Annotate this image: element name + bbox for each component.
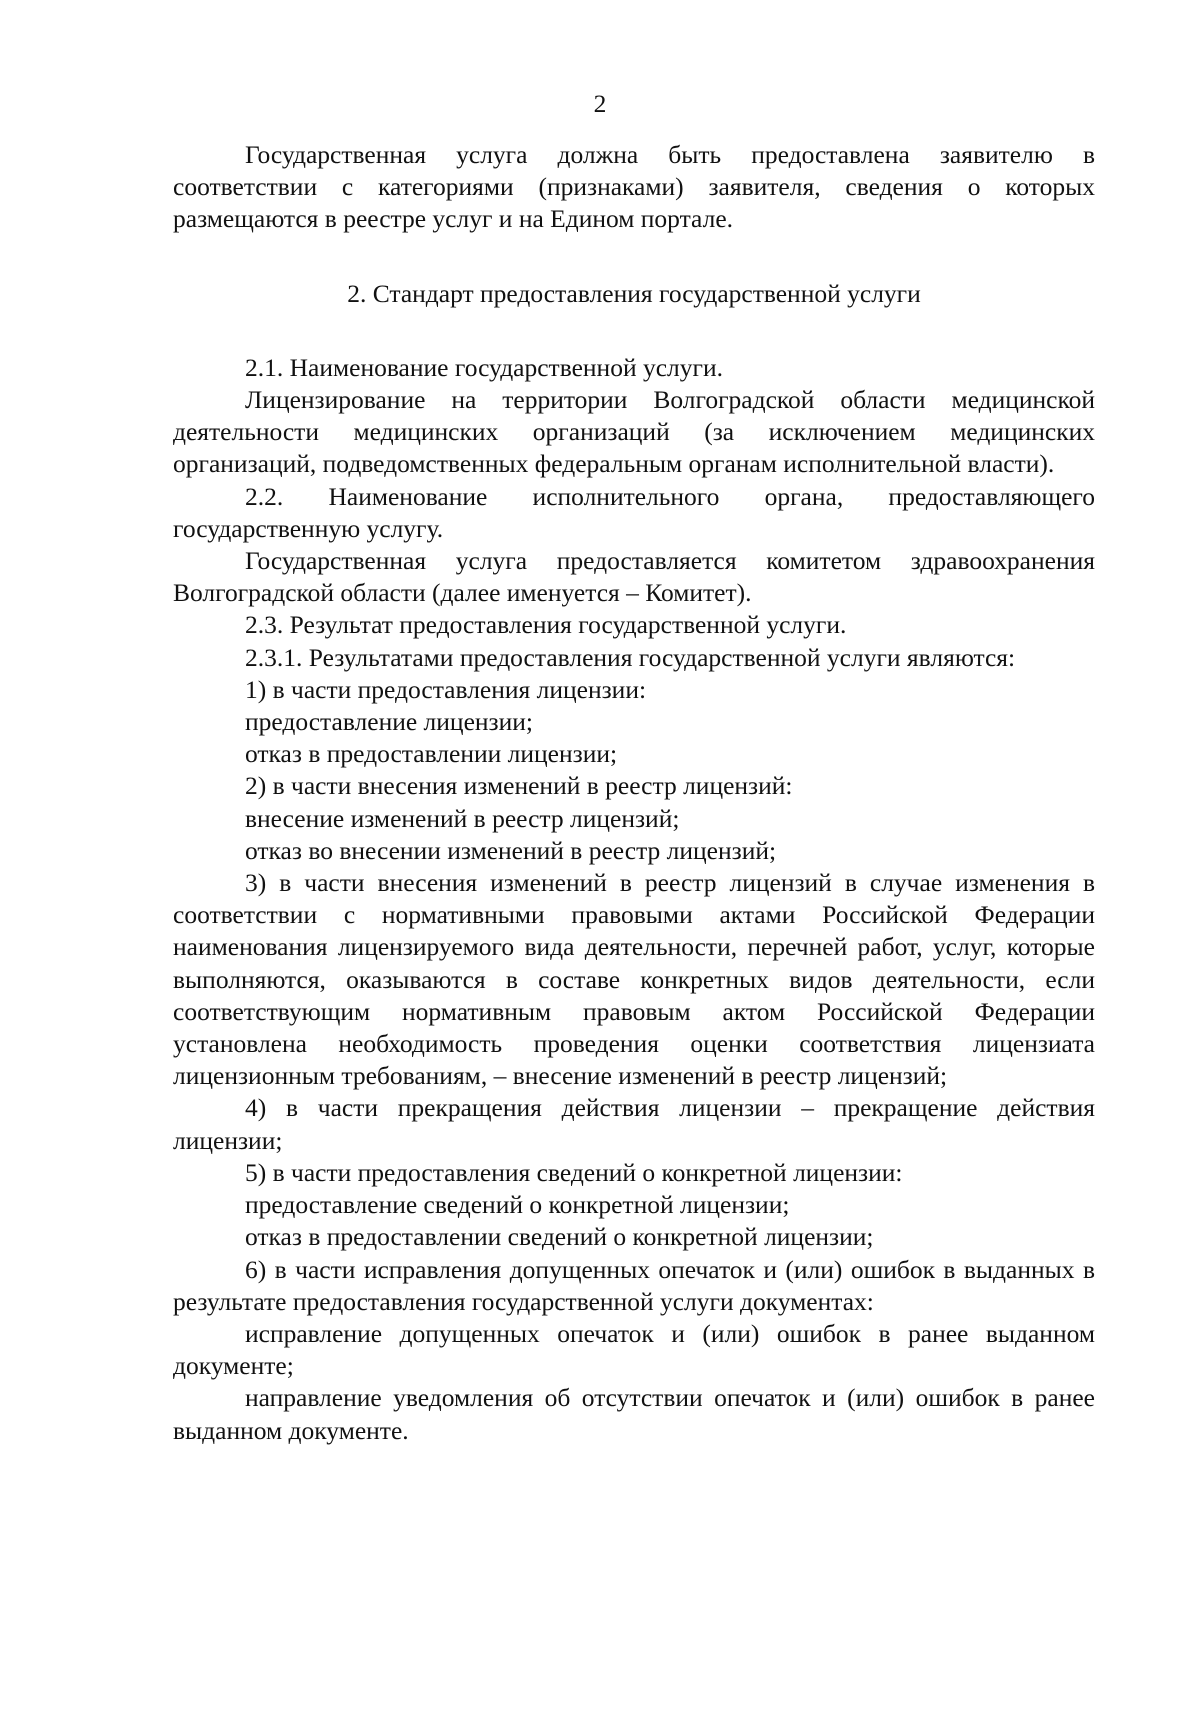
paragraph-2-3-1: 2.3.1. Результатами предоставления государственной услуги являются:	[245, 642, 1016, 672]
list-item-1: 1) в части предоставления лицензии:	[245, 674, 647, 704]
paragraph-2-3-title: 2.3. Результат предоставления государственной услуги.	[245, 610, 847, 640]
list-subitem: отказ в предоставлении сведений о конкретной лицензии;	[245, 1222, 874, 1252]
list-subitem: предоставление лицензии;	[245, 707, 533, 737]
list-subitem: направление уведомления об отсутствии опечаток и (или) ошибок в ранее выданном документе.	[173, 1383, 1095, 1445]
list-subitem: исправление допущенных опечаток и (или) ошибок в ранее выданном документе;	[173, 1318, 1095, 1381]
list-item-3: 3) в части внесения изменений в реестр лицензий в случае изменения в соответствии с нормативными правовыми актами Российской Федерации наименования лицензируемого вида деятельности, перечней работ, услуг, которые выполняются, оказываются в составе конкретных видов деятельности, если соответствующим нормативным правовым актом Российской Федерации установлена необходимость проведения оценки соответствия лицензиата лицензионным требованиям, – внесение изменений в реестр лицензий;	[173, 868, 1095, 1091]
page-number: 2	[593, 89, 607, 118]
list-item-5: 5) в части предоставления сведений о конкретной лицензии:	[245, 1157, 903, 1187]
list-subitem: отказ во внесении изменений в реестр лицензий;	[245, 835, 777, 865]
list-item-2: 2) в части внесения изменений в реестр лицензий:	[245, 771, 793, 801]
document-body	[173, 139, 1095, 1447]
paragraph-2-1-text: Лицензирование на территории Волгоградской области медицинской деятельности медицинских организаций (за исключением медицинских организаций, подведомственных федеральным органам исполнительной власти).	[173, 385, 1095, 479]
paragraph-2-2-text: Государственная услуга предоставляется комитетом здравоохранения Волгоградской области (далее именуется – Комитет).	[173, 546, 1095, 608]
paragraph-2-2-title: 2.2. Наименование исполнительного органа, предоставляющего государственную услугу.	[173, 481, 1095, 543]
list-item-6: 6) в части исправления допущенных опечаток и (или) ошибок в выданных в результате предоставления государственной услуги документах:	[173, 1254, 1095, 1316]
paragraph-2-1-title: 2.1. Наименование государственной услуги.	[245, 352, 724, 382]
list-subitem: внесение изменений в реестр лицензий;	[245, 803, 680, 833]
list-subitem: предоставление сведений о конкретной лицензии;	[245, 1190, 790, 1220]
paragraph-applicant-categories: Государственная услуга должна быть предоставлена заявителю в соответствии с категориями (признаками) заявителя, сведения о которых размещаются в реестре услуг и на Едином портале.	[173, 140, 1095, 234]
list-item-4: 4) в части прекращения действия лицензии – прекращение действия лицензии;	[173, 1093, 1095, 1155]
section-heading: 2. Стандарт предоставления государственной услуги	[347, 278, 921, 308]
list-subitem: отказ в предоставлении лицензии;	[245, 739, 618, 769]
